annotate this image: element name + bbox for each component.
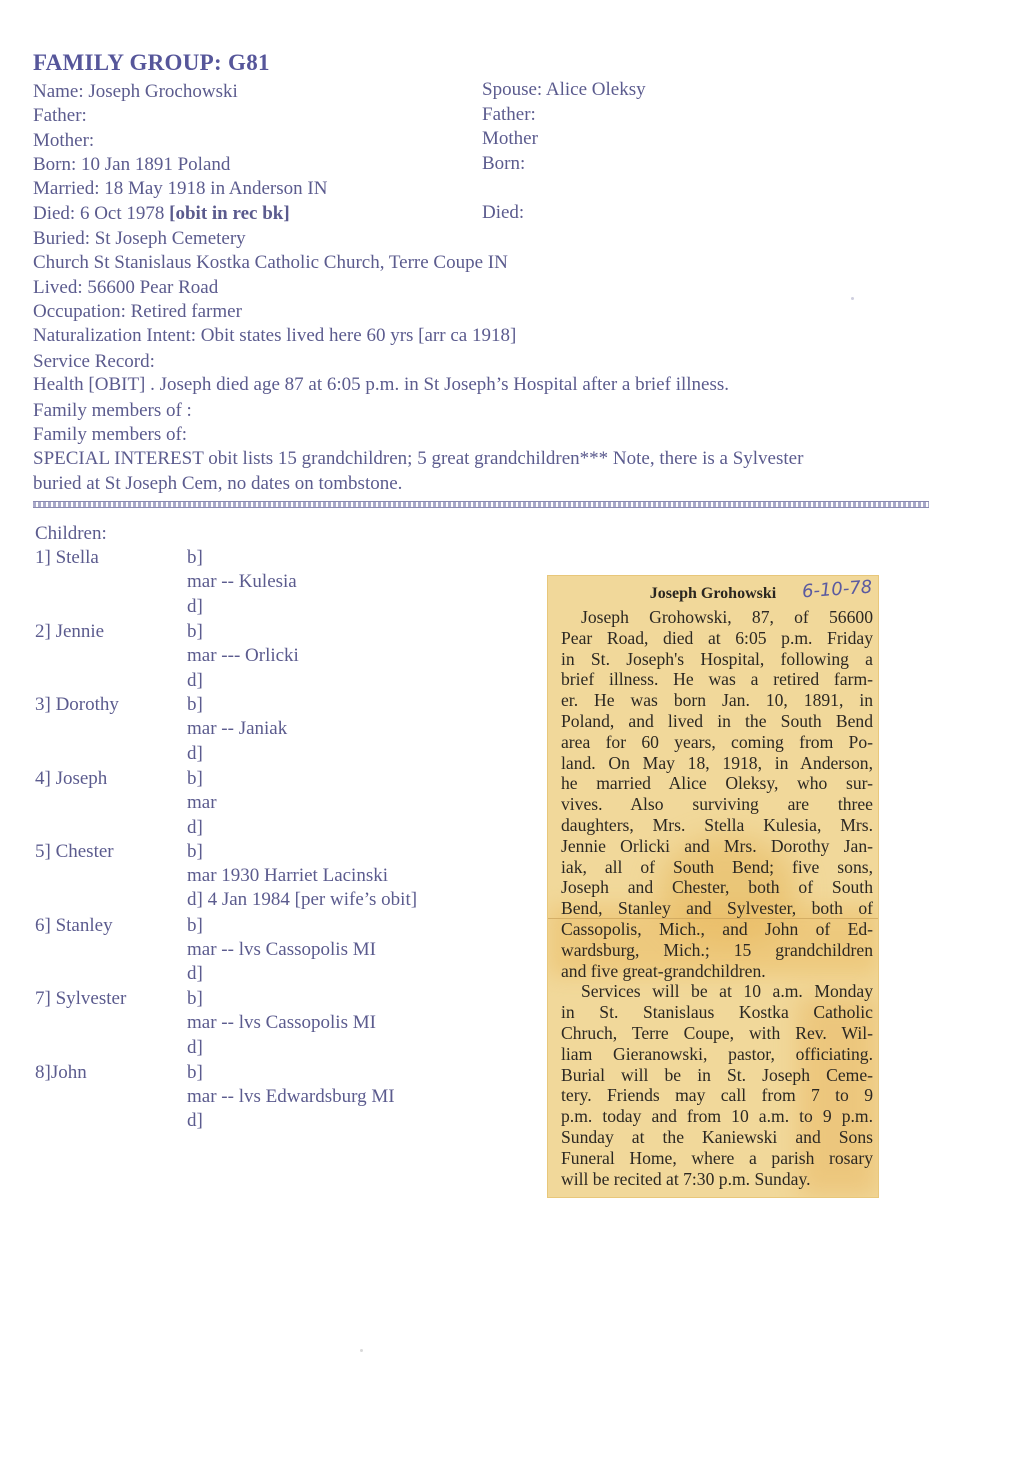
- child-born: b]: [187, 988, 203, 1009]
- obituary-line: Pear Road, died at 6:05 p.m. Friday: [561, 627, 873, 648]
- obituary-line: and five great-grandchildren.: [561, 960, 766, 981]
- obituary-line: iak, all of South Bend; five sons,: [561, 856, 873, 877]
- obituary-line: er. He was born Jan. 10, 1891, in: [561, 690, 873, 711]
- obituary-text: [561, 607, 873, 1189]
- child-married: mar 1930 Harriet Lacinski: [187, 865, 389, 886]
- children-label: Children:: [35, 523, 107, 544]
- obituary-line: tery. Friends may call from 7 to 9: [561, 1085, 873, 1106]
- obituary-line: Joseph Grohowski, 87, of 56600: [581, 607, 873, 627]
- child-name: 4] Joseph: [35, 768, 108, 789]
- child-born: b]: [187, 621, 203, 642]
- child-married: mar -- lvs Edwardsburg MI: [187, 1086, 395, 1107]
- child-died: d]: [187, 1037, 203, 1058]
- child-born: b]: [187, 841, 203, 862]
- field-health: Health [OBIT] . Joseph died age 87 at 6:05 p.m. in St Joseph’s Hospital after a brief illness.: [33, 374, 730, 395]
- child-died: d]: [187, 743, 203, 764]
- field-father: Father:: [33, 105, 87, 126]
- child-died: d]: [187, 1110, 203, 1131]
- child-name: 8]John: [35, 1062, 87, 1083]
- child-name: 3] Dorothy: [35, 694, 119, 715]
- field-special-interest-cont: buried at St Joseph Cem, no dates on tombstone.: [33, 473, 403, 494]
- spouse-name: Spouse: Alice Oleksy: [482, 79, 646, 100]
- obituary-line: in St. Joseph's Hospital, following a: [561, 648, 873, 669]
- scan-speck: [851, 297, 854, 300]
- field-family-members-2: Family members of:: [33, 424, 188, 445]
- spouse-born: Born:: [482, 153, 526, 174]
- child-married: mar -- lvs Cassopolis MI: [187, 939, 376, 960]
- field-special-interest: SPECIAL INTEREST obit lists 15 grandchildren; 5 great grandchildren*** Note, there is a Sylvester: [33, 448, 804, 469]
- obituary-line: wardsburg, Mich.; 15 grandchildren: [561, 939, 873, 960]
- obituary-line: Funeral Home, where a parish rosary: [561, 1147, 873, 1168]
- child-name: 6] Stanley: [35, 915, 113, 936]
- obituary-line: Services will be at 10 a.m. Monday: [581, 981, 873, 1002]
- obituary-line: will be recited at 7:30 p.m. Sunday.: [561, 1168, 811, 1189]
- divider-rule: [33, 501, 929, 508]
- child-died: d]: [187, 817, 203, 838]
- field-died-text: Died: 6 Oct 1978: [33, 203, 170, 224]
- child-married: mar -- Janiak: [187, 718, 288, 739]
- child-born: b]: [187, 768, 203, 789]
- child-married: mar -- lvs Cassopolis MI: [187, 1012, 376, 1033]
- obituary-line: vives. Also surviving are three: [561, 794, 873, 815]
- child-married: mar --- Orlicki: [187, 645, 299, 666]
- spouse-mother: Mother: [482, 128, 538, 149]
- field-lived: Lived: 56600 Pear Road: [33, 277, 219, 298]
- child-born: b]: [187, 1062, 203, 1083]
- field-church: Church St Stanislaus Kostka Catholic Church, Terre Coupe IN: [33, 252, 508, 273]
- scan-speck: [360, 1349, 363, 1352]
- obituary-line: Chruch, Terre Coupe, with Rev. Wil-: [561, 1022, 873, 1043]
- child-died: d]: [187, 596, 203, 617]
- page-title: FAMILY GROUP: G81: [33, 50, 270, 75]
- child-died: d]: [187, 670, 203, 691]
- child-name: 2] Jennie: [35, 621, 105, 642]
- field-occupation: Occupation: Retired farmer: [33, 301, 242, 322]
- obituary-line: Joseph and Chester, both of South: [561, 877, 873, 898]
- field-died: [33, 203, 290, 225]
- child-born: b]: [187, 547, 203, 568]
- obituary-line: land. On May 18, 1918, in Anderson,: [561, 752, 873, 773]
- obituary-line: Bend, Stanley and Sylvester, both of: [561, 898, 873, 919]
- obituary-line: Jennie Orlicki and Mrs. Dorothy Jan-: [561, 835, 873, 856]
- handwritten-date: 6-10-78: [801, 576, 873, 603]
- obituary-line: area for 60 years, coming from Po-: [561, 731, 873, 752]
- field-married: Married: 18 May 1918 in Anderson IN: [33, 178, 328, 199]
- obituary-line: in St. Stanislaus Kostka Catholic: [561, 1002, 873, 1023]
- child-died: d]: [187, 963, 203, 984]
- obituary-line: Poland, and lived in the South Bend: [561, 710, 873, 731]
- obituary-line: Burial will be in St. Joseph Ceme-: [561, 1064, 873, 1085]
- field-naturalization: Naturalization Intent: Obit states lived here 60 yrs [arr ca 1918]: [33, 325, 517, 346]
- field-mother: Mother:: [33, 130, 95, 151]
- child-name: 5] Chester: [35, 841, 114, 862]
- child-born: b]: [187, 694, 203, 715]
- obituary-line: brief illness. He was a retired farm-: [561, 669, 873, 690]
- obituary-headline: Joseph Grohowski: [649, 585, 777, 602]
- spouse-father: Father:: [482, 104, 536, 125]
- obituary-line: Sunday at the Kaniewski and Sons: [561, 1126, 873, 1147]
- obituary-line: daughters, Mrs. Stella Kulesia, Mrs.: [561, 814, 873, 835]
- obituary-line: Cassopolis, Mich., and John of Ed-: [561, 918, 873, 939]
- child-married: mar -- Kulesia: [187, 571, 297, 592]
- child-died: d] 4 Jan 1984 [per wife’s obit]: [187, 889, 418, 910]
- obituary-clipping: [548, 576, 878, 1197]
- died-note: [obit in rec bk]: [169, 203, 290, 224]
- field-born: Born: 10 Jan 1891 Poland: [33, 154, 231, 175]
- child-married: mar: [187, 792, 217, 813]
- field-buried: Buried: St Joseph Cemetery: [33, 228, 246, 249]
- obituary-line: he married Alice Oleksy, who sur-: [561, 773, 873, 794]
- field-name: Name: Joseph Grochowski: [33, 81, 238, 102]
- spouse-died: Died:: [482, 202, 525, 223]
- field-family-members-1: Family members of :: [33, 400, 192, 421]
- obituary-line: p.m. today and from 10 a.m. to 9 p.m.: [561, 1106, 873, 1127]
- child-name: 7] Sylvester: [35, 988, 127, 1009]
- child-name: 1] Stella: [35, 547, 99, 568]
- field-service-record: Service Record:: [33, 351, 155, 372]
- child-born: b]: [187, 915, 203, 936]
- obituary-line: liam Gieranowski, pastor, officiating.: [561, 1043, 873, 1064]
